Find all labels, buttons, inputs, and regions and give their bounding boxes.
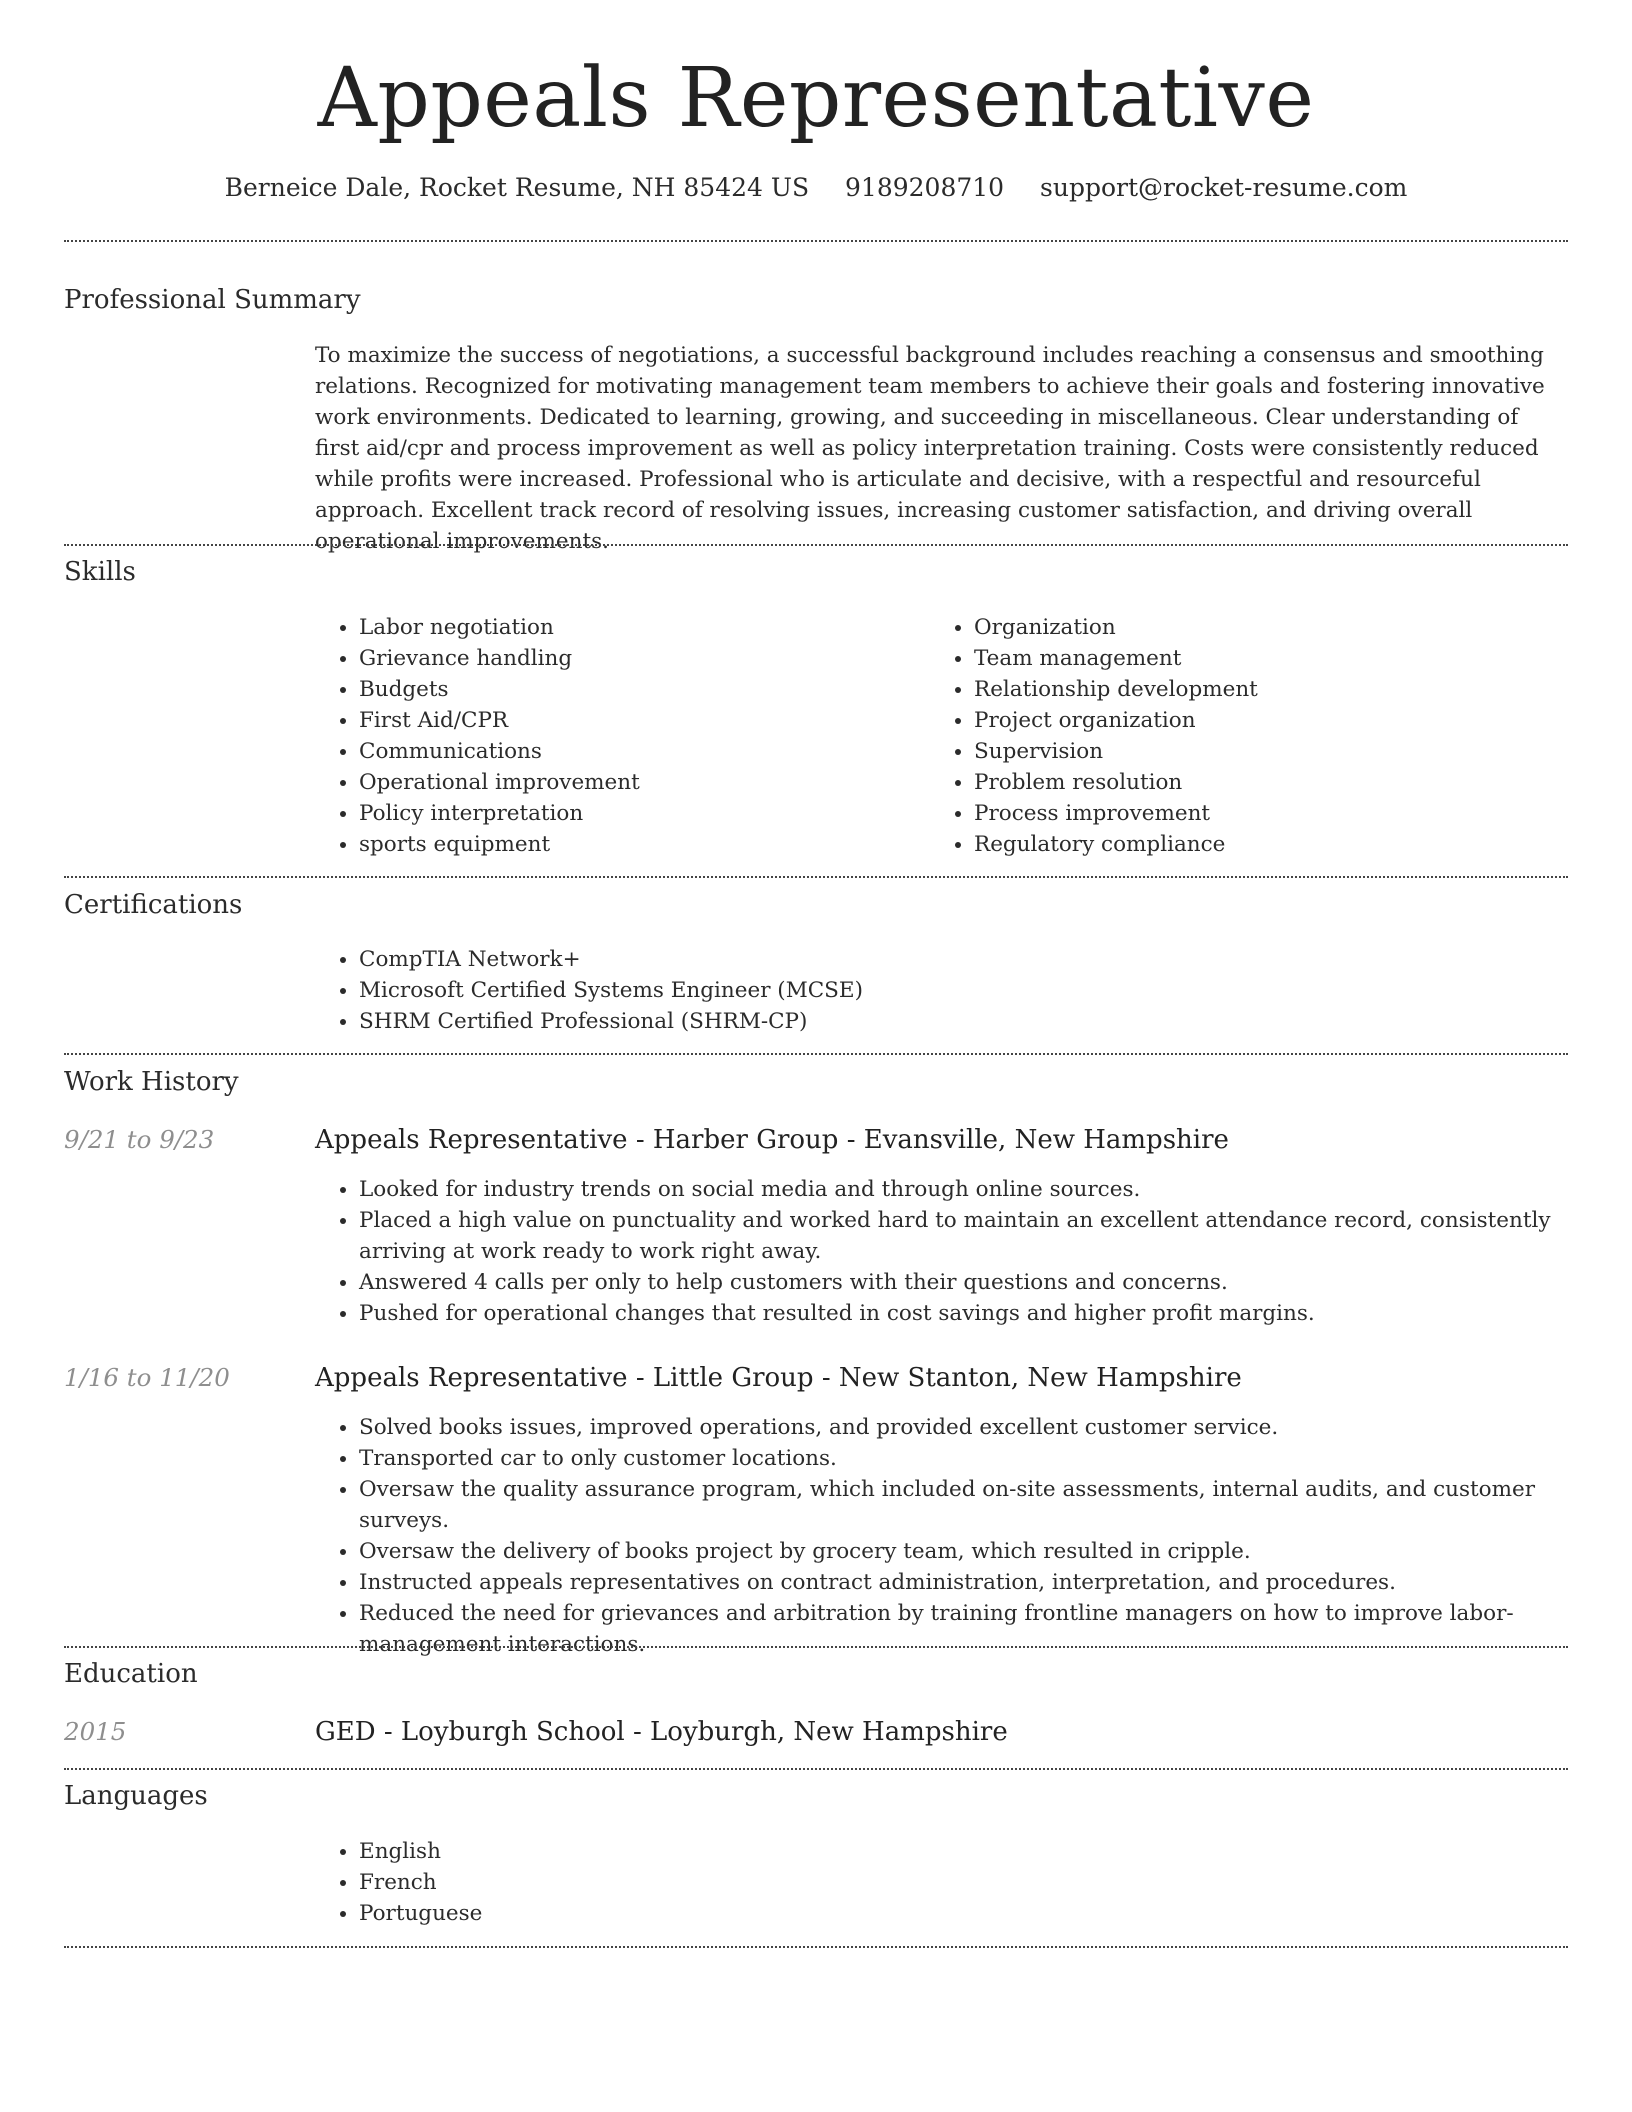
education-entry: GED - Loyburgh School - Loyburgh, New Hampshire [315, 1717, 1008, 1747]
contact-line [0, 170, 1632, 206]
skill-item: • Problem resolution [974, 767, 1574, 798]
job-dates: 1/16 to 11/20 [64, 1363, 230, 1392]
skill-item: • Communications [359, 736, 919, 767]
skill-item: • Budgets [359, 674, 919, 705]
education-year: 2015 [64, 1717, 127, 1746]
skill-item: • First Aid/CPR [359, 705, 919, 736]
skills-list-left [315, 612, 919, 860]
job-bullets [315, 1174, 1609, 1329]
skill-item: • Project organization [974, 705, 1574, 736]
language-item: • English [359, 1836, 1559, 1867]
summary-text: To maximize the success of negotiations, a successful background includes reaching a consensus and smoothing relations. Recognized for motivating management team members to achieve their goals and fostering innovative work environments. Dedicated to learning, growing, and succeeding in miscellaneous. Clear understanding of first aid/cpr and process improvement as well as policy interpretation training. Costs were consistently reduced while profits were increased. Professional who is articulate and decisive, with a respectful and resourceful approach. Excellent track record of resolving issues, increasing customer satisfaction, and driving overall operational improvements. [315, 343, 1545, 554]
job-bullet: • Solved books issues, improved operations, and provided excellent customer service. [359, 1412, 1609, 1443]
section-title-education: Education [64, 1659, 198, 1689]
job-dates: 9/21 to 9/23 [64, 1125, 215, 1154]
job-title: Appeals Representative - Harber Group - Evansville, New Hampshire [315, 1125, 1229, 1155]
skill-item: • Regulatory compliance [974, 829, 1574, 860]
skill-item: • Operational improvement [359, 767, 919, 798]
job-bullets [315, 1412, 1609, 1660]
languages-list [315, 1836, 1559, 1929]
section-title-skills: Skills [64, 557, 136, 587]
skill-item: • Organization [974, 612, 1574, 643]
section-title-work-history: Work History [64, 1067, 239, 1097]
job-bullet: • Instructed appeals representatives on contract administration, interpretation, and procedures. [359, 1567, 1609, 1598]
language-item: • French [359, 1867, 1559, 1898]
job-bullet: • Transported car to only customer locations. [359, 1443, 1609, 1474]
divider [64, 544, 1568, 546]
language-item: • Portuguese [359, 1898, 1559, 1929]
job-bullet: • Reduced the need for grievances and arbitration by training frontline managers on how to improve labor-management interactions. [359, 1598, 1609, 1660]
skill-item: • Relationship development [974, 674, 1574, 705]
job-title: Appeals Representative - Little Group - New Stanton, New Hampshire [315, 1363, 1242, 1393]
divider [64, 240, 1568, 242]
divider [64, 1768, 1568, 1770]
section-title-languages: Languages [64, 1781, 208, 1811]
certification-item: • Microsoft Certified Systems Engineer (MCSE) [359, 975, 1559, 1006]
skill-item: • Policy interpretation [359, 798, 919, 829]
job-bullet: • Oversaw the delivery of books project by grocery team, which resulted in cripple. [359, 1536, 1609, 1567]
job-bullet: • Placed a high value on punctuality and worked hard to maintain an excellent attendance record, consistently arriving at work ready to work right away. [359, 1205, 1609, 1267]
certification-item: • SHRM Certified Professional (SHRM-CP) [359, 1006, 1559, 1037]
job-bullet: • Answered 4 calls per only to help customers with their questions and concerns. [359, 1267, 1609, 1298]
contact-email: support@rocket-resume.com [1040, 173, 1408, 202]
skill-item: • Supervision [974, 736, 1574, 767]
divider [64, 1053, 1568, 1055]
section-title-summary: Professional Summary [64, 285, 361, 315]
skill-item: • Team management [974, 643, 1574, 674]
divider [64, 1646, 1568, 1648]
skills-list-right [930, 612, 1574, 860]
skill-item: • sports equipment [359, 829, 919, 860]
skill-item: • Grievance handling [359, 643, 919, 674]
job-bullet: • Pushed for operational changes that resulted in cost savings and higher profit margins. [359, 1298, 1609, 1329]
contact-phone: 9189208710 [845, 173, 1005, 202]
divider [64, 1946, 1568, 1948]
certifications-list [315, 944, 1559, 1037]
skill-item: • Labor negotiation [359, 612, 919, 643]
contact-address: Berneice Dale, Rocket Resume, NH 85424 US [224, 173, 810, 202]
job-bullet: • Looked for industry trends on social media and through online sources. [359, 1174, 1609, 1205]
divider [64, 876, 1568, 878]
job-bullet: • Oversaw the quality assurance program, which included on-site assessments, internal audits, and customer surveys. [359, 1474, 1609, 1536]
section-title-certifications: Certifications [64, 890, 243, 920]
certification-item: • CompTIA Network+ [359, 944, 1559, 975]
skill-item: • Process improvement [974, 798, 1574, 829]
resume-name: Appeals Representative [317, 51, 1315, 146]
